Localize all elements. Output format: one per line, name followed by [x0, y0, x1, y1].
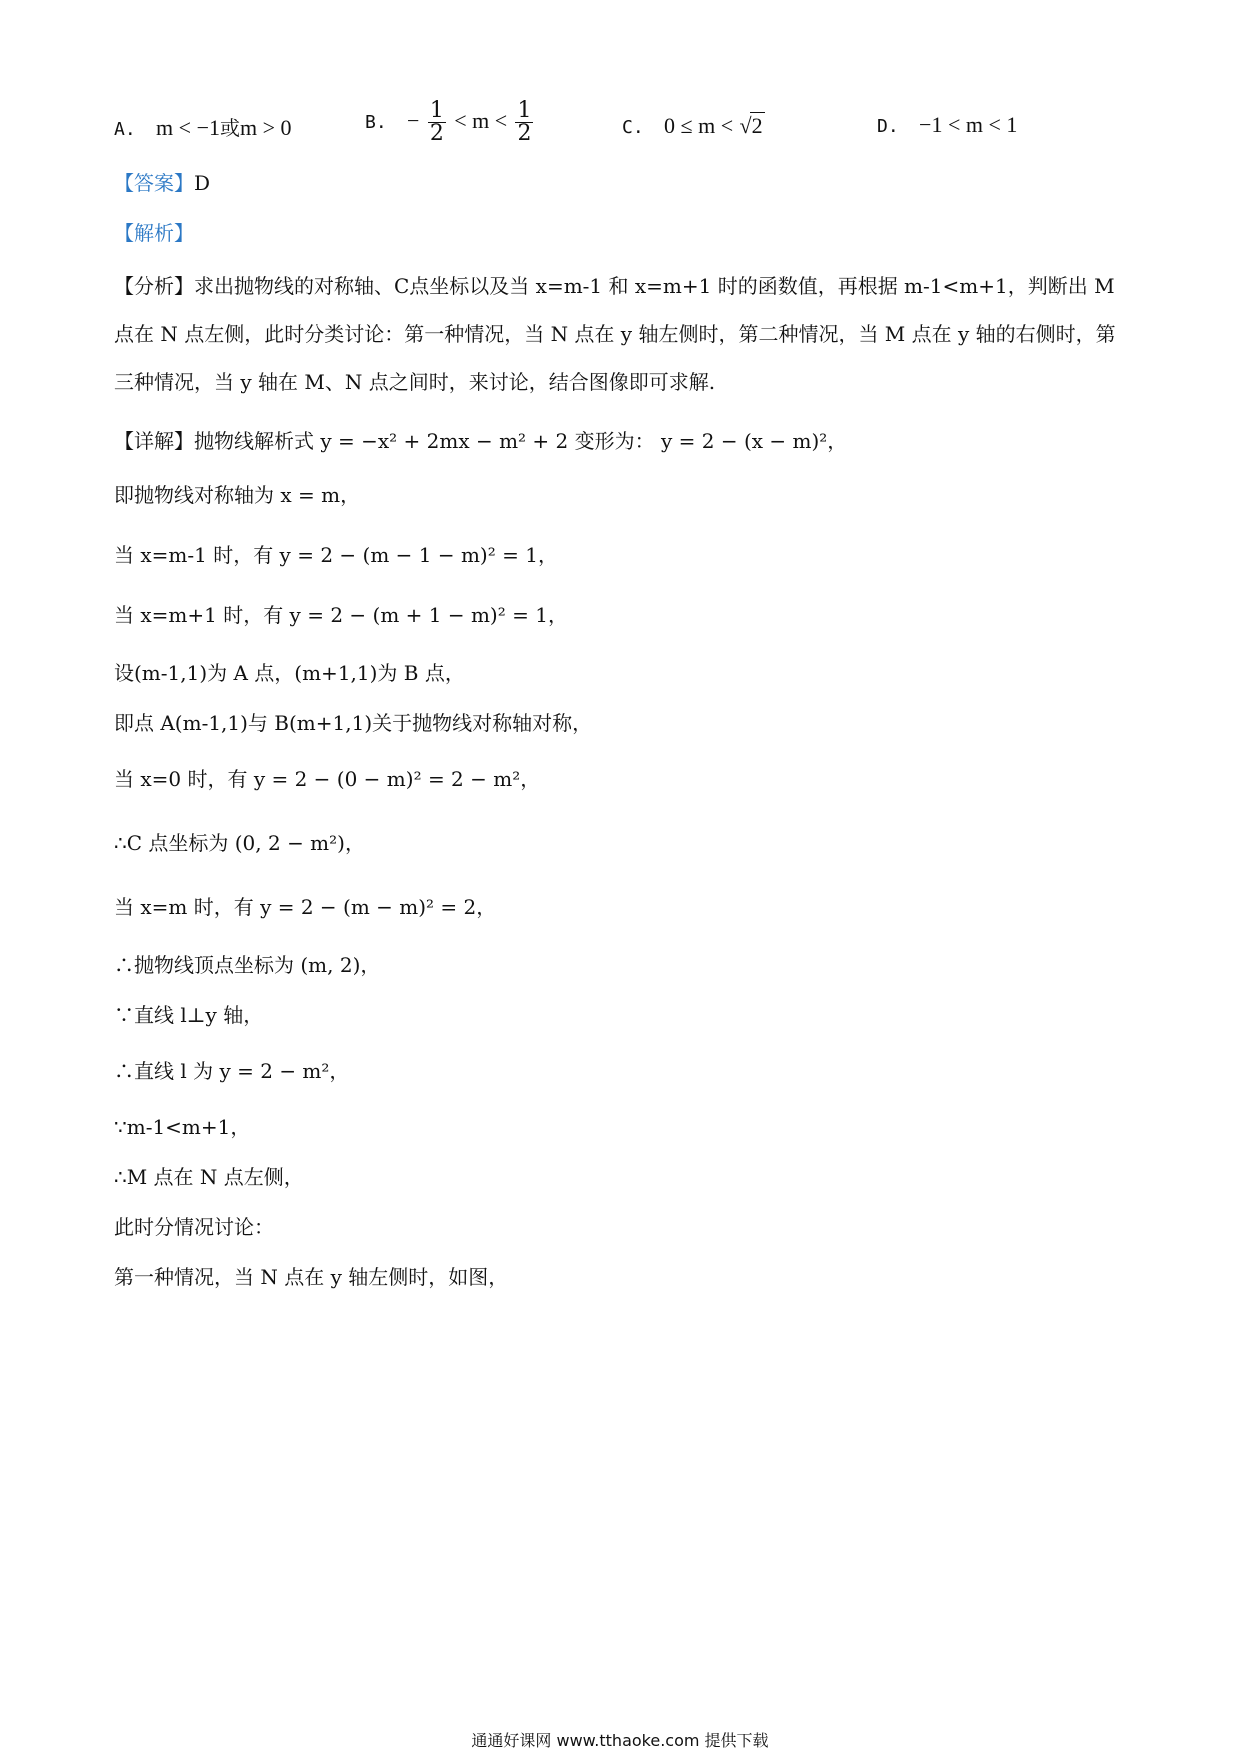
solution-line: ∵m-1<m+1，	[114, 1115, 251, 1139]
solution-line: 【详解】抛物线解析式 y = −x² + 2mx − m² + 2 变形为： y = 2 − (x − m)²，	[114, 429, 848, 453]
solution-line: 当 x=0 时，有 y = 2 − (0 − m)² = 2 − m²，	[114, 767, 541, 791]
solution-line: 即点 A(m-1,1)与 B(m+1,1)关于抛物线对称轴对称，	[114, 711, 593, 735]
option-b-den2: 2	[517, 121, 532, 146]
solution-line: 此时分情况讨论：	[114, 1215, 274, 1239]
solution-line: 即抛物线对称轴为 x = m，	[114, 483, 361, 507]
solution-line: 当 x=m+1 时，有 y = 2 − (m + 1 − m)² = 1，	[114, 603, 568, 627]
solution-line: ∴抛物线顶点坐标为 (m, 2)，	[114, 953, 381, 977]
solution-line: ∵直线 l⊥y 轴，	[114, 1003, 264, 1027]
option-c-text: 0 ≤ m <	[664, 113, 734, 138]
option-b-minus: −	[407, 108, 420, 133]
option-a	[114, 112, 292, 141]
option-a-text-post: m > 0	[239, 115, 292, 140]
option-b-mid: < m <	[454, 108, 508, 133]
option-b-num2: 1	[517, 98, 532, 123]
answer-value: D	[194, 171, 211, 195]
option-d	[877, 112, 1017, 138]
solution-line: 当 x=m 时，有 y = 2 − (m − m)² = 2，	[114, 895, 497, 919]
solution-line: ∴M 点在 N 点左侧，	[114, 1165, 304, 1189]
option-d-label: D.	[877, 116, 899, 137]
option-d-text: −1 < m < 1	[919, 112, 1018, 137]
solution-line: ∴直线 l 为 y = 2 − m²，	[114, 1059, 350, 1083]
sqrt-icon: √	[739, 113, 752, 138]
fenxi-tag: 【分析】	[114, 274, 194, 298]
option-b-num1: 1	[429, 98, 444, 123]
solution-line: 第一种情况，当 N 点在 y 轴左侧时，如图，	[114, 1265, 509, 1289]
answer-line	[114, 168, 210, 198]
option-b-frac2	[515, 100, 533, 145]
footer-source: 通通好课网 www.tthaoke.com 提供下载	[471, 1731, 769, 1750]
solution-line: ∴C 点坐标为 (0, 2 − m²)，	[114, 831, 365, 855]
option-b-frac1	[428, 100, 446, 145]
answer-tag: 【答案】	[114, 171, 194, 195]
option-b-den1: 2	[429, 121, 444, 146]
option-c-sqrt: 2	[751, 113, 763, 138]
option-a-text-pre: m < −1	[156, 115, 220, 140]
option-c-label: C.	[622, 117, 644, 138]
option-c	[622, 112, 765, 139]
option-a-text-mid: 或	[219, 116, 240, 140]
option-b	[365, 100, 535, 145]
option-a-label: A.	[114, 119, 136, 140]
analysis-tag: 【解析】	[114, 221, 194, 245]
solution-line: 当 x=m-1 时，有 y = 2 − (m − 1 − m)² = 1，	[114, 543, 558, 567]
fenxi-text: 求出抛物线的对称轴、C点坐标以及当 x=m-1 和 x=m+1 时的函数值，再根据 m-1<m+1，判断出 M 点在 N 点左侧，此时分类讨论：第一种情况，当 N 点在 y 轴左侧时，第二种情况，当 M 点在 y 轴的右侧时，第三种情况，当 y 轴在 M、N 点之间时，来讨论，结合图像即可求解.	[114, 274, 1116, 394]
option-b-label: B.	[365, 112, 387, 133]
fenxi-paragraph	[114, 262, 1130, 406]
analysis-tag-line	[114, 218, 194, 248]
solution-line: 设(m-1,1)为 A 点，(m+1,1)为 B 点，	[114, 661, 465, 685]
